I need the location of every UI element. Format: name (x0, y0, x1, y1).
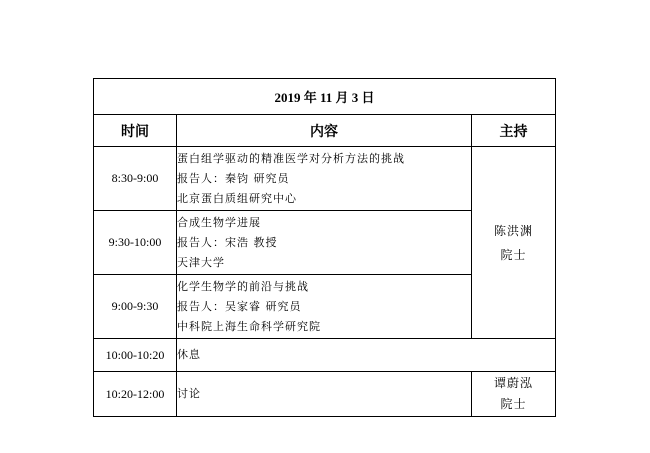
host-name: 谭蔚泓 (494, 376, 534, 390)
break-label: 休息 (177, 348, 201, 361)
session-speaker: 报告人：秦钧 研究员 (177, 171, 290, 185)
session-topic: 合成生物学进展 (177, 215, 261, 229)
discussion-content (177, 372, 472, 417)
morning-host-cell (472, 147, 556, 339)
host-title: 院士 (500, 397, 527, 411)
discussion-host-cell (472, 372, 556, 417)
session-speaker: 报告人：宋浩 教授 (177, 235, 278, 249)
header-time: 时间 (94, 115, 177, 147)
schedule-table (93, 78, 556, 417)
header-content: 内容 (177, 115, 472, 147)
session-topic: 蛋白组学驱动的精准医学对分析方法的挑战 (177, 151, 405, 165)
session-time: 8:30-9:00 (94, 147, 177, 211)
session-time: 9:30-10:00 (94, 211, 177, 275)
session-content (177, 275, 472, 339)
host-title: 院士 (500, 247, 527, 262)
session-content (177, 147, 472, 211)
title-row (94, 79, 556, 115)
discussion-label: 讨论 (177, 387, 201, 400)
session-time: 9:00-9:30 (94, 275, 177, 339)
header-host: 主持 (472, 115, 556, 147)
break-content (177, 339, 556, 372)
break-row (94, 339, 556, 372)
discussion-row (94, 372, 556, 417)
break-time: 10:00-10:20 (94, 339, 177, 372)
header-row (94, 115, 556, 147)
session-affiliation: 中科院上海生命科学研究院 (177, 319, 321, 333)
session-affiliation: 北京蛋白质组研究中心 (177, 191, 297, 205)
session-speaker: 报告人：吴家睿 研究员 (177, 299, 302, 313)
session-row-1 (94, 147, 556, 211)
session-affiliation: 天津大学 (177, 255, 225, 269)
session-content (177, 211, 472, 275)
schedule-date-title: 2019 年 11 月 3 日 (94, 79, 556, 115)
discussion-time: 10:20-12:00 (94, 372, 177, 417)
host-name: 陈洪渊 (494, 223, 534, 238)
session-topic: 化学生物学的前沿与挑战 (177, 279, 309, 293)
